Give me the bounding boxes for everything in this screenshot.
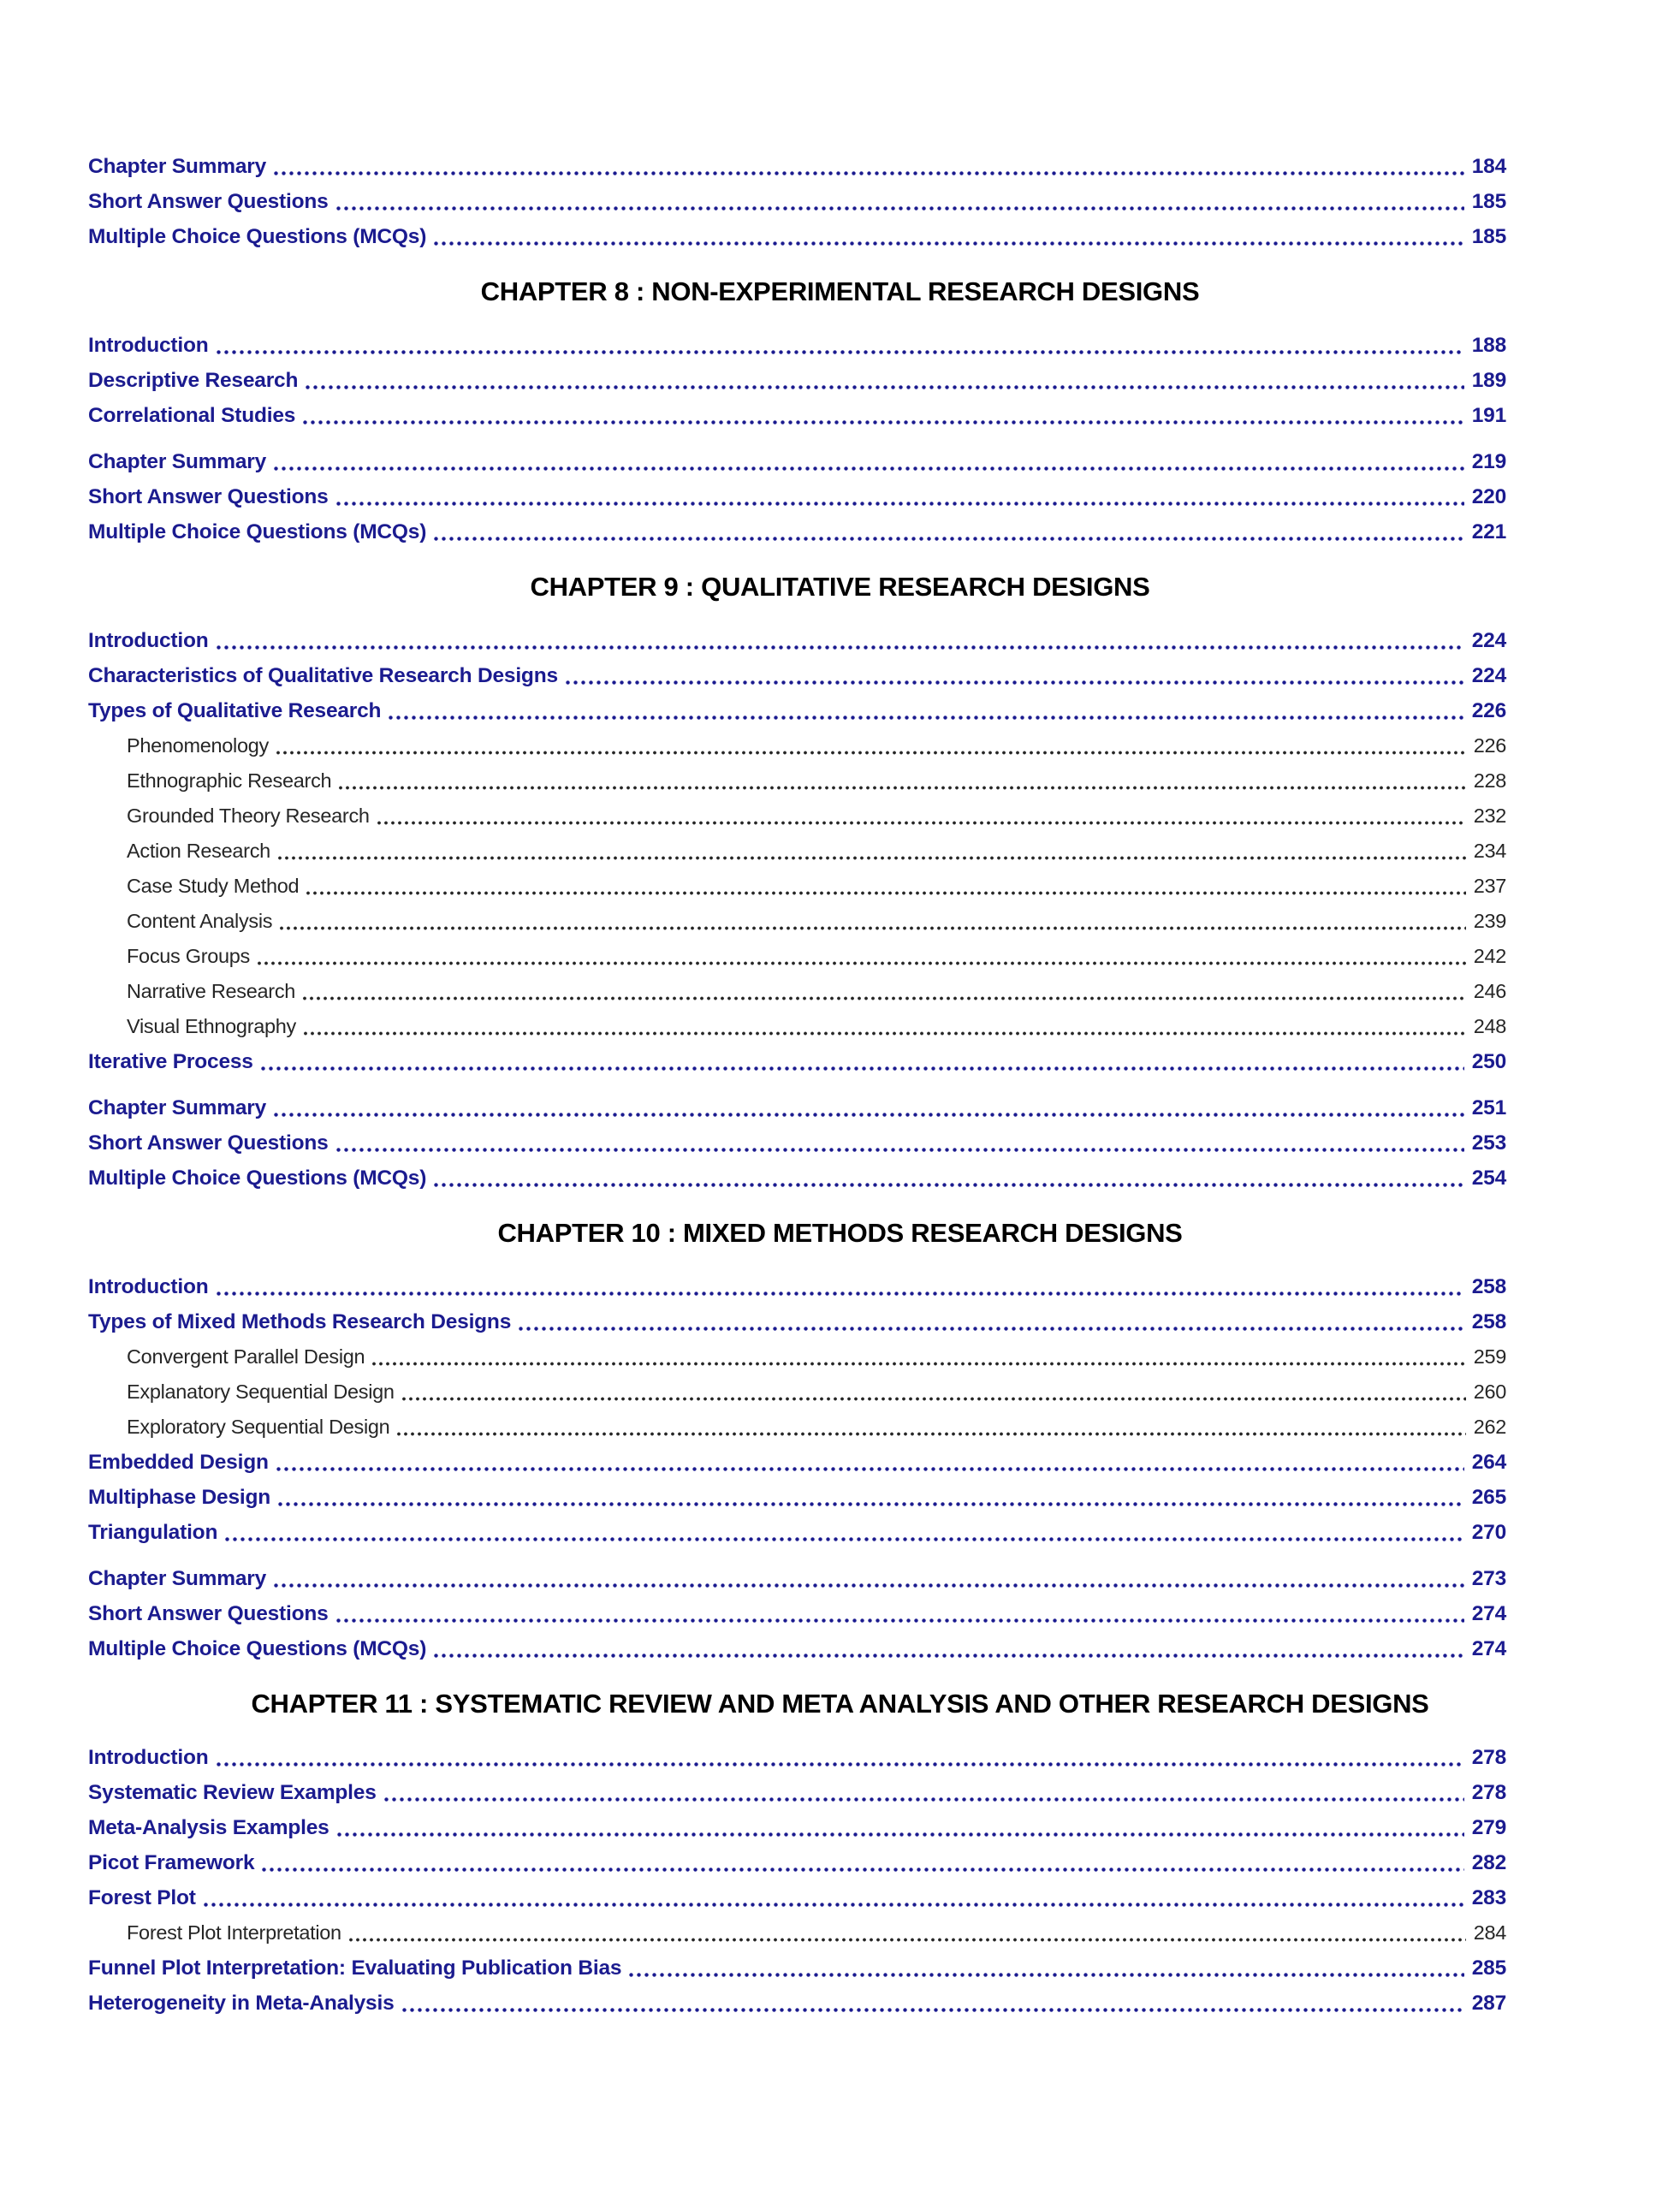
- toc-entry-label: Chapter Summary: [88, 450, 267, 473]
- toc-entry-page-number: 258: [1471, 1310, 1506, 1333]
- toc-entry-page-number: 242: [1473, 945, 1506, 967]
- toc-entry-label: Forest Plot Interpretation: [127, 1921, 341, 1944]
- dot-leader: [627, 1951, 1463, 1986]
- toc-entry-page-number: 274: [1471, 1637, 1506, 1660]
- toc-subentry: [88, 1410, 1506, 1445]
- toc-subentry: [88, 904, 1506, 939]
- dot-leader: [401, 1986, 1464, 2021]
- dot-leader: [301, 398, 1464, 433]
- toc-entry: [88, 1269, 1506, 1304]
- dot-leader: [335, 479, 1464, 514]
- dot-leader: [337, 763, 1465, 799]
- toc-entry-page-number: 224: [1471, 629, 1506, 652]
- toc-subentry: [88, 834, 1506, 869]
- toc-entry-page-number: 248: [1473, 1015, 1506, 1037]
- toc-entry-page-number: 260: [1473, 1381, 1506, 1403]
- toc-entry: [88, 693, 1506, 728]
- dot-leader: [276, 834, 1466, 869]
- dot-leader: [401, 1375, 1466, 1410]
- toc-subentry: [88, 1375, 1506, 1410]
- toc-entry-page-number: 262: [1473, 1416, 1506, 1438]
- dot-leader: [256, 939, 1466, 974]
- toc-entry-label: Multiple Choice Questions (MCQs): [88, 225, 427, 248]
- toc-entry-label: Introduction: [88, 334, 209, 357]
- toc-entry-label: Ethnographic Research: [127, 769, 332, 792]
- toc-entry-label: Types of Mixed Methods Research Designs: [88, 1310, 512, 1333]
- toc-entry-label: Action Research: [127, 840, 270, 862]
- dot-leader: [387, 693, 1463, 728]
- dot-leader: [272, 1561, 1464, 1596]
- chapter-heading: CHAPTER 10 : MIXED METHODS RESEARCH DESIGNS: [497, 1218, 1183, 1248]
- toc-entry-page-number: 264: [1471, 1451, 1506, 1474]
- toc-entry: [88, 1596, 1506, 1631]
- toc-entry-label: Chapter Summary: [88, 1567, 267, 1590]
- toc-entry-page-number: 237: [1473, 875, 1506, 897]
- dot-leader: [301, 974, 1466, 1009]
- toc-entry: [88, 1631, 1506, 1666]
- toc-entry: [88, 1561, 1506, 1596]
- toc-entry-label: Types of Qualitative Research: [88, 699, 382, 722]
- toc-entry-page-number: 259: [1473, 1345, 1506, 1368]
- dot-leader: [276, 1480, 1464, 1515]
- toc-entry-label: Phenomenology: [127, 734, 269, 757]
- toc-entry: [88, 149, 1506, 184]
- toc-entry: [88, 1951, 1506, 1986]
- toc-entry-page-number: 239: [1473, 910, 1506, 932]
- toc-entry-page-number: 226: [1473, 734, 1506, 757]
- toc-entry-label: Forest Plot: [88, 1886, 196, 1909]
- toc-entry: [88, 479, 1506, 514]
- toc-entry: [88, 658, 1506, 693]
- toc-entry-label: Short Answer Questions: [88, 485, 329, 508]
- dot-leader: [305, 869, 1465, 904]
- toc-group: [88, 328, 1506, 433]
- chapter-heading: CHAPTER 8 : NON-EXPERIMENTAL RESEARCH DESIGNS: [480, 276, 1200, 306]
- toc-subentry: [88, 1339, 1506, 1375]
- chapter-heading: CHAPTER 11 : SYSTEMATIC REVIEW AND META ANALYSIS AND OTHER RESEARCH DESIGNS: [251, 1689, 1429, 1719]
- toc-entry-label: Chapter Summary: [88, 155, 267, 178]
- toc-entry-page-number: 273: [1471, 1567, 1506, 1590]
- toc-entry: [88, 444, 1506, 479]
- toc-entry-page-number: 250: [1471, 1050, 1506, 1073]
- toc-entry-page-number: 270: [1471, 1521, 1506, 1544]
- dot-leader: [272, 1090, 1464, 1125]
- toc-entry-page-number: 189: [1471, 369, 1506, 392]
- dot-leader: [278, 904, 1465, 939]
- toc-entry-page-number: 258: [1471, 1275, 1506, 1298]
- toc-entry-page-number: 284: [1473, 1921, 1506, 1944]
- toc-entry-label: Convergent Parallel Design: [127, 1345, 365, 1368]
- dot-leader: [395, 1410, 1465, 1445]
- toc-entry-label: Grounded Theory Research: [127, 805, 370, 827]
- toc-entry-label: Introduction: [88, 1746, 209, 1769]
- toc-entry-label: Correlational Studies: [88, 404, 296, 427]
- toc-entry-page-number: 287: [1471, 1992, 1506, 2015]
- toc-entry-label: Short Answer Questions: [88, 1131, 329, 1155]
- dot-leader: [432, 1631, 1464, 1666]
- toc-entry-page-number: 188: [1471, 334, 1506, 357]
- toc-entry: [88, 398, 1506, 433]
- toc-entry-label: Introduction: [88, 629, 209, 652]
- toc-entry: [88, 328, 1506, 363]
- dot-leader: [564, 658, 1464, 693]
- toc-entry-label: Short Answer Questions: [88, 190, 329, 213]
- toc-entry-label: Multiple Choice Questions (MCQs): [88, 1637, 427, 1660]
- dot-leader: [275, 1445, 1464, 1480]
- toc-entry: [88, 219, 1506, 254]
- toc-entry: [88, 1810, 1506, 1845]
- dot-leader: [302, 1009, 1466, 1044]
- toc-entry-label: Visual Ethnography: [127, 1015, 296, 1037]
- toc-subentry: [88, 799, 1506, 834]
- dot-leader: [335, 1596, 1464, 1631]
- toc-entry: [88, 1480, 1506, 1515]
- toc-entry-page-number: 221: [1471, 520, 1506, 543]
- toc-entry-page-number: 283: [1471, 1886, 1506, 1909]
- toc-entry: [88, 1740, 1506, 1775]
- dot-leader: [215, 1740, 1464, 1775]
- toc-entry-label: Iterative Process: [88, 1050, 253, 1073]
- toc-entry-label: Case Study Method: [127, 875, 300, 897]
- toc-entry: [88, 1775, 1506, 1810]
- dot-leader: [517, 1304, 1464, 1339]
- toc-group: [88, 1740, 1506, 2021]
- toc-group: [88, 623, 1506, 1079]
- dot-leader: [347, 1915, 1466, 1951]
- toc-entry-label: Multiphase Design: [88, 1486, 271, 1509]
- toc-entry: [88, 1304, 1506, 1339]
- dot-leader: [335, 1125, 1464, 1161]
- dot-leader: [376, 799, 1466, 834]
- toc-subentry: [88, 1915, 1506, 1951]
- toc-entry-label: Characteristics of Qualitative Research Designs: [88, 664, 558, 687]
- toc-entry-page-number: 285: [1471, 1956, 1506, 1980]
- toc-entry: [88, 1515, 1506, 1550]
- toc-entry-label: Heterogeneity in Meta-Analysis: [88, 1992, 395, 2015]
- toc-entry: [88, 514, 1506, 549]
- toc-subentry: [88, 939, 1506, 974]
- toc-entry: [88, 363, 1506, 398]
- dot-leader: [383, 1775, 1464, 1810]
- toc-entry-label: Funnel Plot Interpretation: Evaluating Publication Bias: [88, 1956, 622, 1980]
- toc-subentry: [88, 869, 1506, 904]
- dot-leader: [202, 1880, 1464, 1915]
- dot-leader: [259, 1044, 1464, 1079]
- toc-entry-page-number: 253: [1471, 1131, 1506, 1155]
- toc-entry: [88, 1125, 1506, 1161]
- toc-group: [88, 1090, 1506, 1196]
- chapter-heading: CHAPTER 9 : QUALITATIVE RESEARCH DESIGNS: [530, 572, 1150, 602]
- toc-entry-page-number: 279: [1471, 1816, 1506, 1839]
- toc-entry-label: Narrative Research: [127, 980, 296, 1002]
- dot-leader: [335, 184, 1464, 219]
- toc-entry-label: Systematic Review Examples: [88, 1781, 377, 1804]
- toc-entry-label: Embedded Design: [88, 1451, 269, 1474]
- toc-entry-page-number: 246: [1473, 980, 1506, 1002]
- toc-entry-label: Multiple Choice Questions (MCQs): [88, 520, 427, 543]
- dot-leader: [371, 1339, 1465, 1375]
- dot-leader: [272, 149, 1464, 184]
- toc-entry-page-number: 228: [1473, 769, 1506, 792]
- dot-leader: [432, 219, 1464, 254]
- toc-entry-label: Explanatory Sequential Design: [127, 1381, 395, 1403]
- toc-entry-page-number: 220: [1471, 485, 1506, 508]
- toc-entry-label: Chapter Summary: [88, 1096, 267, 1119]
- toc-entry-label: Content Analysis: [127, 910, 273, 932]
- toc-subentry: [88, 1009, 1506, 1044]
- toc-entry: [88, 1161, 1506, 1196]
- table-of-contents: [88, 149, 1506, 2032]
- toc-entry-label: Introduction: [88, 1275, 209, 1298]
- toc-entry: [88, 1986, 1506, 2021]
- toc-entry-page-number: 191: [1471, 404, 1506, 427]
- toc-entry-page-number: 184: [1471, 155, 1506, 178]
- dot-leader: [260, 1845, 1463, 1880]
- toc-entry-page-number: 226: [1471, 699, 1506, 722]
- toc-subentry: [88, 728, 1506, 763]
- toc-entry-label: Multiple Choice Questions (MCQs): [88, 1167, 427, 1190]
- toc-entry-label: Exploratory Sequential Design: [127, 1416, 390, 1438]
- toc-entry: [88, 1090, 1506, 1125]
- toc-entry-page-number: 185: [1471, 190, 1506, 213]
- toc-entry: [88, 623, 1506, 658]
- toc-entry-page-number: 282: [1471, 1851, 1506, 1874]
- toc-subentry: [88, 763, 1506, 799]
- dot-leader: [215, 1269, 1464, 1304]
- toc-entry: [88, 1044, 1506, 1079]
- toc-entry-label: Meta-Analysis Examples: [88, 1816, 329, 1839]
- toc-entry: [88, 1845, 1506, 1880]
- toc-entry-page-number: 278: [1471, 1746, 1506, 1769]
- toc-entry-label: Focus Groups: [127, 945, 250, 967]
- toc-entry-page-number: 254: [1471, 1167, 1506, 1190]
- toc-entry: [88, 1445, 1506, 1480]
- dot-leader: [304, 363, 1463, 398]
- toc-entry-page-number: 278: [1471, 1781, 1506, 1804]
- dot-leader: [432, 514, 1464, 549]
- toc-entry-page-number: 224: [1471, 664, 1506, 687]
- toc-group: [88, 444, 1506, 549]
- dot-leader: [215, 623, 1464, 658]
- dot-leader: [335, 1810, 1464, 1845]
- dot-leader: [223, 1515, 1464, 1550]
- toc-entry-page-number: 251: [1471, 1096, 1506, 1119]
- dot-leader: [272, 444, 1464, 479]
- toc-entry: [88, 1880, 1506, 1915]
- dot-leader: [432, 1161, 1464, 1196]
- dot-leader: [275, 728, 1466, 763]
- dot-leader: [215, 328, 1464, 363]
- toc-entry-page-number: 185: [1471, 225, 1506, 248]
- toc-entry: [88, 184, 1506, 219]
- toc-entry-page-number: 265: [1471, 1486, 1506, 1509]
- toc-entry-label: Descriptive Research: [88, 369, 299, 392]
- toc-entry-label: Short Answer Questions: [88, 1602, 329, 1625]
- toc-entry-page-number: 232: [1473, 805, 1506, 827]
- toc-group: [88, 1269, 1506, 1550]
- toc-entry-page-number: 234: [1473, 840, 1506, 862]
- toc-entry-page-number: 219: [1471, 450, 1506, 473]
- toc-group: [88, 1561, 1506, 1666]
- toc-entry-label: Picot Framework: [88, 1851, 255, 1874]
- toc-entry-page-number: 274: [1471, 1602, 1506, 1625]
- toc-entry-label: Triangulation: [88, 1521, 218, 1544]
- toc-subentry: [88, 974, 1506, 1009]
- toc-group: [88, 149, 1506, 254]
